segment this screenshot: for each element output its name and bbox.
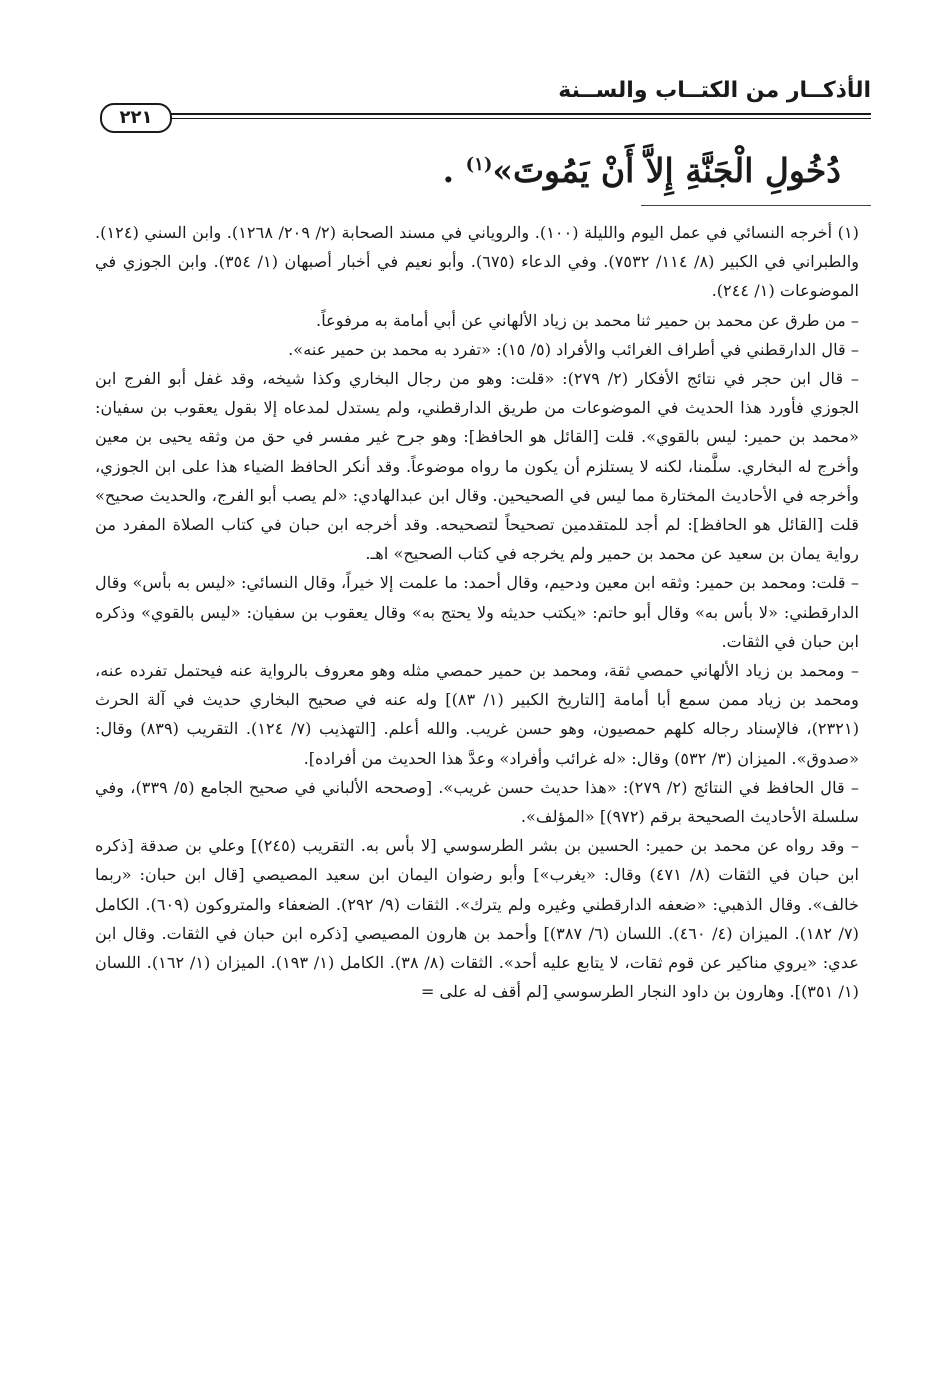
footnote-reference[interactable]: (١): [465, 154, 493, 175]
main-text-end: .: [442, 151, 466, 190]
footnote-paragraph: – من طرق عن محمد بن حمير ثنا محمد بن زياد الألهاني عن أبي أمامة به مرفوعاً.: [316, 310, 859, 330]
footnote-paragraph: – وقد رواه عن محمد بن حمير: الحسين بن بشر الطرسوسي [لا بأس به. التقريب (٢٤٥)] وعلي بن صدقة [ذكره ابن حبان في الثقات (٨/ ٤٧١) وقال: «يغرب»] وأبو رضوان اليمان ابن سعيد المصيصي [قال ابن حبان: «ربما خالف». وقال الذهبي: «ضعفه الدارقطني وغيره ولم يترك». الثقات (٩/ ٢٩٢). الضعفاء والمتروكون (٦٠٩). الكامل (٧/ ١٨٢). الميزان (٤/ ٤٦٠). اللسان (٦/ ٣٨٧)] وأحمد بن هارون المصيصي [ذكره ابن حبان في الثقات. وقال ابن عدي: «يروي مناكير عن قوم ثقات، لا يتابع عليه أحد». الثقات (٨/ ٣٨). الكامل (١/ ١٩٣). الميزان (١/ ١٦٢). اللسان (١/ ٣٥١)]. وهارون بن داود النجار الطرسوسي [لم أقف له على =: [95, 836, 860, 1002]
header-rule: [158, 113, 871, 115]
page-number: ٢٢١: [100, 103, 172, 133]
book-title: الأذكــار من الكتــاب والســنة: [558, 78, 871, 103]
footnote-paragraph: – قال الحافظ في النتائج (٢/ ٢٧٩): «هذا حديث حسن غريب». [وصححه الألباني في صحيح الجامع (٥/ ٣٣٩)، وفي سلسلة الأحاديث الصحيحة برقم (٩٧٢)] «المؤلف».: [95, 777, 859, 827]
main-text: [443, 135, 841, 201]
footnote-paragraph: (١) أخرجه النسائي في عمل اليوم والليلة (١٠٠). والروياني في مسند الصحابة (٢/ ٢٠٩/ ١٢٦٨). وابن السني (١٢٤). والطبراني في الكبير (٨/ ١١٤/ ٧٥٣٢). وفي الدعاء (٦٧٥). وأبو نعيم في أخبار أصبهان (١/ ٣٥٤). وابن الجوزي في الموضوعات (١/ ٢٤٤).: [95, 223, 860, 301]
page-header: [88, 78, 871, 138]
footnote-paragraph: – قلت: ومحمد بن حمير: وثقه ابن معين ودحيم، وقال أحمد: ما علمت إلا خيراً، وقال النسائي: «ليس به بأس» وقال الدارقطني: «لا بأس به» وقال أبو حاتم: «يكتب حديثه ولا يحتج به» وقال يعقوب بن سفيان: «ليس بالقوي» وذكره ابن حبان في الثقات.: [95, 573, 859, 651]
footnote-paragraph: – قال الدارقطني في أطراف الغرائب والأفراد (٥/ ١٥): «تفرد به محمد بن حمير عنه».: [288, 339, 859, 359]
main-text-line: دُخُولِ الْجَنَّةِ إِلاَّ أَنْ يَمُوتَ»: [492, 151, 841, 190]
footnote-paragraph: – قال ابن حجر في نتائج الأفكار (٢/ ٢٧٩): «قلت: وهو من رجال البخاري وكذا شيخه، وقد غفل أبو الفرج ابن الجوزي فأورد هذا الحديث في الموضوعات من طريق الدارقطني، ولم يستدل لمدعاه إلا بقول يعقوب بن سفيان: «محمد بن حمير: ليس بالقوي». قلت [القائل هو الحافظ]: وهو جرح غير مفسر في حق من وثقه يحيى بن معين وأخرج له البخاري. سلَّمنا، لكنه لا يستلزم أن يكون ما رواه موضوعاً. وقد أنكر الحافظ الضياء هذا على ابن الجوزي، وأخرجه في الأحاديث المختارة مما ليس في الصحيحين. وقال ابن عبدالهادي: «لم يصب أبو الفرج، والحديث صحيح» قلت [القائل هو الحافظ]: لم أجد للمتقدمين تصحيحاً لتصحيحه. وقد أخرجه ابن حبان في كتاب الصلاة المفرد من رواية يمان بن سعيد عن محمد بن حمير ولم يخرجه في كتاب الصحيح» اهـ.: [95, 369, 859, 564]
footnotes: [95, 218, 859, 1006]
header-rule-thin: [158, 118, 871, 119]
footnote-paragraph: – ومحمد بن زياد الألهاني حمصي ثقة، ومحمد بن حمير حمصي مثله وهو معروف بالرواية عنه فيحتمل تفرده عنه، ومحمد بن زياد ممن سمع أبا أمامة [التاريخ الكبير (١/ ٨٣)] وله عنه في صحيح البخاري حديث في آلة الحرث (٢٣٢١)، فالإسناد رجاله كلهم حمصيون، وهو حسن غريب. والله أعلم. [التهذيب (٧/ ١٢٤). التقريب (٨٣٩) وقال: «صدوق». الميزان (٣/ ٥٣٢) وقال: «له غرائب وأفراد» وعدَّ هذا الحديث من أفراده].: [95, 661, 860, 768]
footnote-separator: [641, 205, 871, 206]
